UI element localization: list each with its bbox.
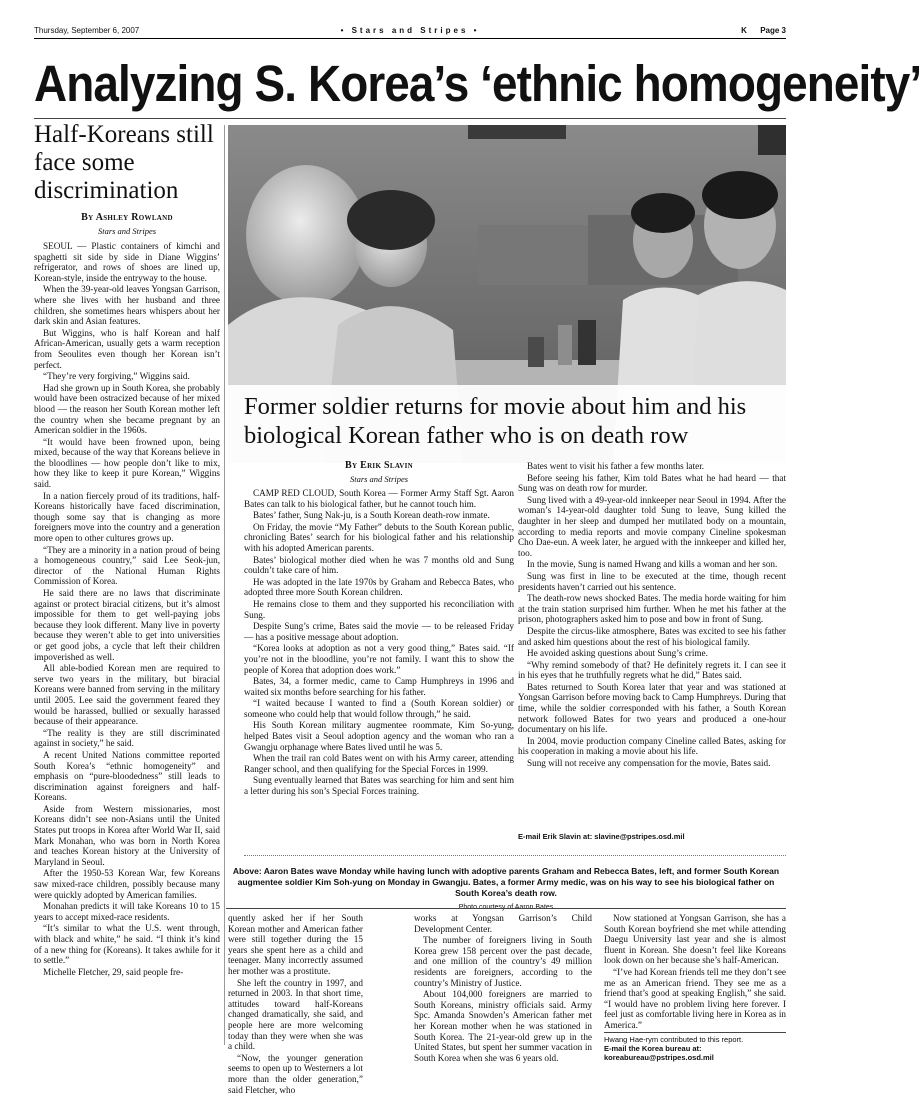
story1-deck: Half-Koreans still face some discrimination (34, 121, 214, 204)
paragraph: “They are a minority in a nation proud of being a homogeneous country,” said Lee Seok-jun, director of the National Human Rights Commission of Korea. (34, 544, 220, 587)
story2-email: E-mail Erik Slavin at: slavine@pstripes.osd.mil (518, 832, 685, 841)
page-number (741, 26, 786, 35)
story1-column-4 (604, 913, 786, 1032)
paragraph: CAMP RED CLOUD, South Korea — Former Army Staff Sgt. Aaron Bates can talk to his biological father, but he cannot touch him. (244, 488, 514, 509)
paragraph: When the trail ran cold Bates went on with his Army career, attending Ranger school, and then qualifying for the Special Forces in 1999. (244, 753, 514, 774)
paragraph: Sung will not receive any compensation for the movie, Bates said. (527, 758, 771, 769)
email-address: koreabureau@pstripes.osd.mil (604, 1053, 714, 1062)
photo-credit: Photo courtesy of Aaron Bates (458, 904, 554, 911)
paragraph: Before seeing his father, Kim told Bates what he had heard — that Sung was on death row for murder. (518, 472, 786, 494)
page-label: Page 3 (760, 26, 786, 35)
paragraph: In the movie, Sung is named Hwang and kills a woman and her son. (527, 559, 778, 570)
paragraph: On Friday, the movie “My Father” debuts to the South Korean public, chronicling Bates’ search for his biological father and his relationship with his adopted American parents. (244, 521, 514, 553)
paragraph: About 104,000 foreigners are married to South Koreans, ministry officials said. Army Spc. Amanda Snowden’s American father met her Korean mother when he was stationed in South Korea. The 21-year-old grew up in the United States, but spent her summer vacation in South Korea when she was 6 years old. (414, 989, 592, 1063)
photo-caption (226, 866, 786, 913)
story1-column-1 (34, 241, 220, 978)
paragraph: Bates went to visit his father a few months later. (527, 461, 705, 471)
paragraph: Monahan predicts it will take Koreans 10 to 15 years to accept mixed-race residents. (34, 901, 220, 922)
story2-affiliation: Stars and Stripes (349, 474, 409, 484)
paragraph: “It would have been frowned upon, being mixed, because of the way that Koreans believe in the bloodlines — how people don’t like to mix, how they like to keep it pure Korean,” Wiggins said. (34, 436, 220, 490)
paragraph: Despite the circus-like atmosphere, Bates was excited to see his father and asked him questions about the rest of his biological family. (518, 625, 786, 647)
paragraph: Bates’ biological mother died when he was 7 months old and Sung couldn’t take care of him. (244, 554, 514, 576)
paragraph: quently asked her if her South Korean mother and American father were still together during the 15 years she spent here as a child and teenager. Many incorrectly assumed her mother was a prostitute. (228, 913, 363, 976)
paragraph: The number of foreigners living in South Korea grew 158 percent over the past decade, and one million of the country’s 49 million residents are foreigners, according to the country’s Ministry of Justice. (414, 935, 592, 988)
paragraph: “Now, the younger generation seems to open up to Westerners a lot more than the older generation,” said Fletcher, who (228, 1052, 363, 1095)
paragraph: Bates returned to South Korea later that year and was stationed at Yongsan Garrison before moving back to Camp Humphreys. During that time, while the soldier corresponded with his father, a South Korean network followed Bates for two years and produced a one-hour documentary on his life. (518, 681, 786, 735)
paragraph: He was adopted in the late 1970s by Graham and Rebecca Bates, who adopted three more South Korean children. (244, 576, 514, 598)
paragraph: In a nation fiercely proud of its traditions, half-Koreans historically have faced discrimination, though some say that is changing as more foreigners move into the country and a generation more open to other cultures grows up. (34, 490, 220, 544)
paragraph: When the 39-year-old leaves Yongsan Garrison, where she lives with her husband and three children, she sometimes hears whispers about her dark skin and Asian features. (34, 284, 220, 327)
paragraph: All able-bodied Korean men are required to serve two years in the military, but biracial Koreans were banned from serving in the military until 2005. Lee said the government feared they would be harassed, bullied or sexually harassed because of their appearance. (34, 663, 220, 727)
caption-separator (244, 855, 786, 856)
paragraph: Sung eventually learned that Bates was searching for him and sent him a letter during his son’s Special Forces training. (244, 775, 514, 797)
paragraph: “They’re very forgiving,” Wiggins said. (43, 371, 190, 382)
story2-column-1 (244, 488, 514, 798)
paragraph: Aside from Western missionaries, most Koreans didn’t see non-Asians until the United States put troops in Korea after World War II, said Mark Monahan, who was born in North Korea and teaches Korean history at the University of Maryland in Seoul. (34, 803, 220, 867)
paragraph: In 2004, movie production company Cineline called Bates, asking for his cooperation in making a movie about his life. (518, 735, 786, 757)
paragraph: Bates, 34, a former medic, came to Camp Humphreys in 1996 and waited six months before searching for his father. (244, 676, 514, 697)
column-divider (224, 125, 225, 1045)
paragraph: “I’ve had Korean friends tell me they don’t see me as an American friend. They see me as a friend that’s good at speaking English,” she said. “I would have no problem living here forever. I feel just as comfortable living here in Korea as in America.” (604, 966, 786, 1030)
story1-affiliation: Stars and Stripes (97, 226, 157, 236)
paragraph: She left the country in 1997, and returned in 2003. In that short time, attitudes toward half-Koreans changed dramatically, she said, and people here are more welcoming today than they were when she was a child. (228, 977, 363, 1052)
email-label: E-mail the Korea bureau at: (604, 1044, 702, 1053)
story2-subhead: Former soldier returns for movie about him and his biological Korean father who is on death row (244, 393, 747, 449)
paragraph: Bates’ father, Sung Nak-ju, is a South Korean death-row inmate. (253, 510, 490, 521)
paragraph: He avoided asking questions about Sung’s crime. (527, 648, 708, 659)
edition-code: K (741, 26, 747, 35)
paragraph: “It’s similar to what the U.S. went through, with black and white,” he said. “I think it’s kind of a new thing for (Koreans). It takes awhile for it to settle.” (34, 923, 220, 966)
caption-text: Above: Aaron Bates wave Monday while having lunch with adoptive parents Graham and Rebecca Bates, left, and former South Korean augmentee soldier Kim Soh-yung on Monday in Gwangju. Bates, a former Army medic, was on his way to see his biological father on South Korea’s death row. (232, 866, 780, 898)
section-name: • Stars and Stripes • (340, 26, 480, 35)
paragraph: works at Yongsan Garrison’s Child Development Center. (414, 913, 592, 934)
paragraph: Had she grown up in South Korea, she probably would have been ostracized because of her mixed blood — the reason her South Korean mother left the country when she became pregnant by an American soldier in the 1960s. (34, 382, 220, 436)
caption-rule (226, 908, 786, 909)
paragraph: He remains close to them and they supported his reconciliation with Sung. (244, 598, 514, 620)
paragraph: After the 1950-53 Korean War, few Koreans saw mixed-race children, possibly because many were quickly adopted by American families. (34, 868, 220, 900)
issue-date: Thursday, September 6, 2007 (34, 26, 140, 35)
headline-rule (34, 118, 786, 119)
paragraph: Now stationed at Yongsan Garrison, she has a South Korean boyfriend she met while attending Daegu University last year and she is almost fluent in Korean. She doesn’t feel like Koreans look down on her because she’s half-American. (604, 913, 786, 966)
paragraph: Sung lived with a 49-year-old innkeeper near Seoul in 1994. After the woman’s 14-year-old daughter told Sung to leave, Sung killed the daughter in her sleep and dumped her mutilated body on a mountain, according to media reports and movie company Cineline spokesman Cho Dae-eun. A week later, he argued with the innkeeper and killed her, too. (518, 494, 786, 558)
paragraph: Sung was first in line to be executed at the time, though recent presidents haven’t carried out his sentence. (518, 570, 786, 592)
story1-contributor-note (604, 1032, 786, 1062)
paragraph: SEOUL — Plastic containers of kimchi and spaghetti sit side by side in Diane Wiggins’ refrigerator, and rows of shoes are lined up, Korean-style, inside the entryway to the house. (34, 241, 220, 283)
paragraph: But Wiggins, who is half Korean and half African-American, usually gets a warm reception from Seoulites even though her Korean isn’t perfect. (34, 327, 220, 370)
story1-column-3 (414, 913, 592, 1064)
paragraph: “Korea looks at adoption as not a very good thing,” Bates said. “If you’re not in the bloodline, you’re not family. I want this to show the people of Korea that adoption does work.” (244, 643, 514, 675)
story1-column-2 (228, 913, 363, 1096)
paragraph: “The reality is they are still discriminated against in society,” he said. (34, 727, 220, 749)
story2-column-2 (518, 461, 786, 770)
contrib-line: Hwang Hae-rym contributed to this report. (604, 1032, 786, 1044)
page-header (34, 26, 786, 39)
story1-byline: By Ashley Rowland (81, 212, 173, 223)
paragraph: “I waited because I wanted to find a (South Korean soldier) or someone who could help that would follow through,” he said. (244, 698, 514, 719)
paragraph: The death-row news shocked Bates. The media horde waiting for him at the train station surprised him further. When he met his father at the prison, photographers asked him to pose and bow in front of Sung. (518, 593, 786, 625)
paragraph: He said there are no laws that discriminate against or protect biracial citizens, but it’s almost impossible for them to get well-paying jobs because they look different. Many live in poverty because they weren’t able to get into universities or get good jobs, a cycle that left their children impoverished as well. (34, 588, 220, 662)
story2-byline: By Erik Slavin (344, 460, 414, 471)
paragraph: A recent United Nations committee reported South Korea’s “ethnic homogeneity” and emphasis on “pure-bloodedness” still leads to discrimination against foreigners and half-Koreans. (34, 749, 220, 803)
paragraph: Michelle Fletcher, 29, said people fre- (43, 966, 184, 977)
paragraph: Despite Sung’s crime, Bates said the movie — to be released Friday — has a positive message about adoption. (244, 621, 514, 642)
paragraph: His South Korean military augmentee roommate, Kim So-yung, helped Bates visit a Seoul adoption agency and the woman who ran a Gwangju orphanage where Bates lived until he was 5. (244, 720, 514, 752)
paragraph: “Why remind somebody of that? He definitely regrets it. I can see it in his eyes that he truthfully regrets what he did,” Bates said. (518, 659, 786, 681)
main-headline: Analyzing S. Korea’s ‘ethnic homogeneity’ (34, 55, 921, 112)
